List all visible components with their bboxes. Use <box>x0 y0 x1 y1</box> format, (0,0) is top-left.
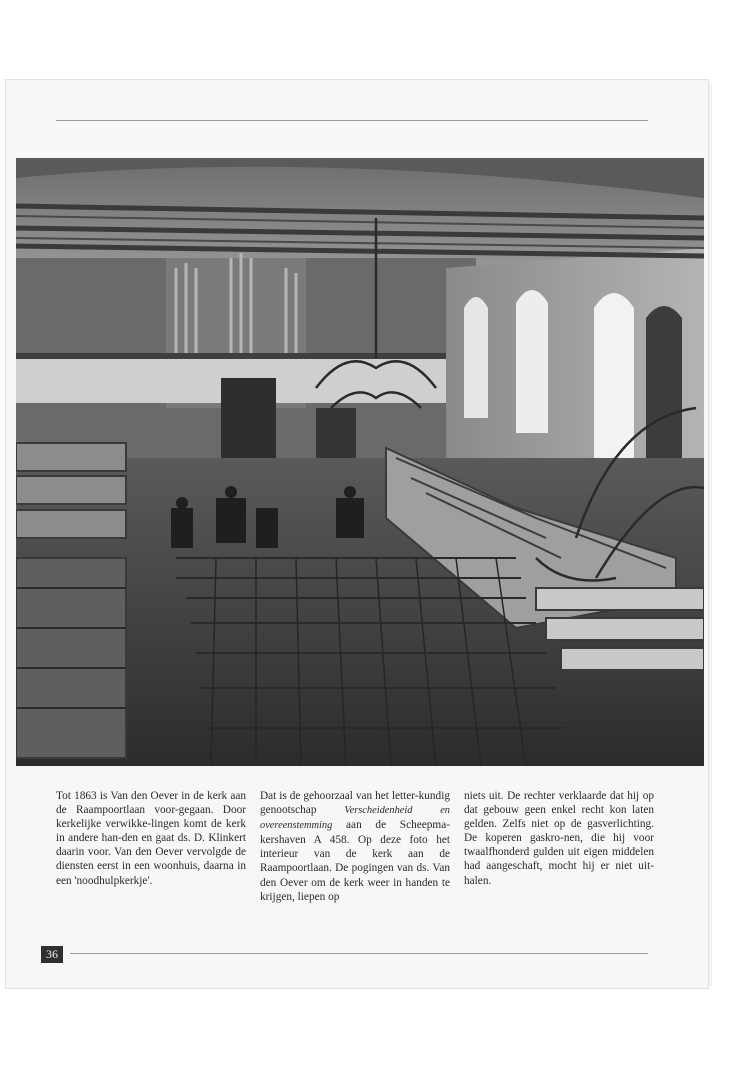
society-name: Verscheidenheid en overeenstemming <box>260 805 451 832</box>
church-interior-photo <box>16 158 704 766</box>
top-rule <box>56 120 648 121</box>
page-number: 36 <box>41 946 63 963</box>
bottom-rule <box>70 953 648 954</box>
text-column-3 <box>464 789 654 888</box>
photo-illustration <box>16 158 704 766</box>
col2-text-b: aan de Scheepma-kershaven A 458. Op deze foto het interieur van de kerk aan de Raampoortlaan. De pogingen van ds. Van den Oever om de kerk weer in handen te krijgen, liepen op <box>260 819 450 903</box>
text-column-1 <box>56 789 246 888</box>
paragraph-col3: niets uit. De rechter verklaarde dat hij op dat gebouw geen enkel recht kon laten gelden. Zelfs niet op de gasverlichting. De koperen gaskro-nen, die hij voor twaalfhonderd gulden uit eigen middelen had aangeschaft, mocht hij er niet uit-halen. <box>464 790 654 887</box>
text-column-2 <box>260 789 450 904</box>
paragraph-col1: Tot 1863 is Van den Oever in de kerk aan de Raampoortlaan voor-gegaan. Door kerkelijke verwikke-lingen komt de kerk in andere han-den en gaat ds. D. Klinkert daarin voor. Van den Oever vervolgde de diensten eerst in een woonhuis, daarna in een 'noodhulpkerkje'. <box>56 790 246 887</box>
body-text <box>56 789 656 919</box>
paragraph-col2 <box>260 789 450 904</box>
col2-text-a: Dat is de gehoorzaal van het letter-kundig genootschap <box>260 790 450 817</box>
